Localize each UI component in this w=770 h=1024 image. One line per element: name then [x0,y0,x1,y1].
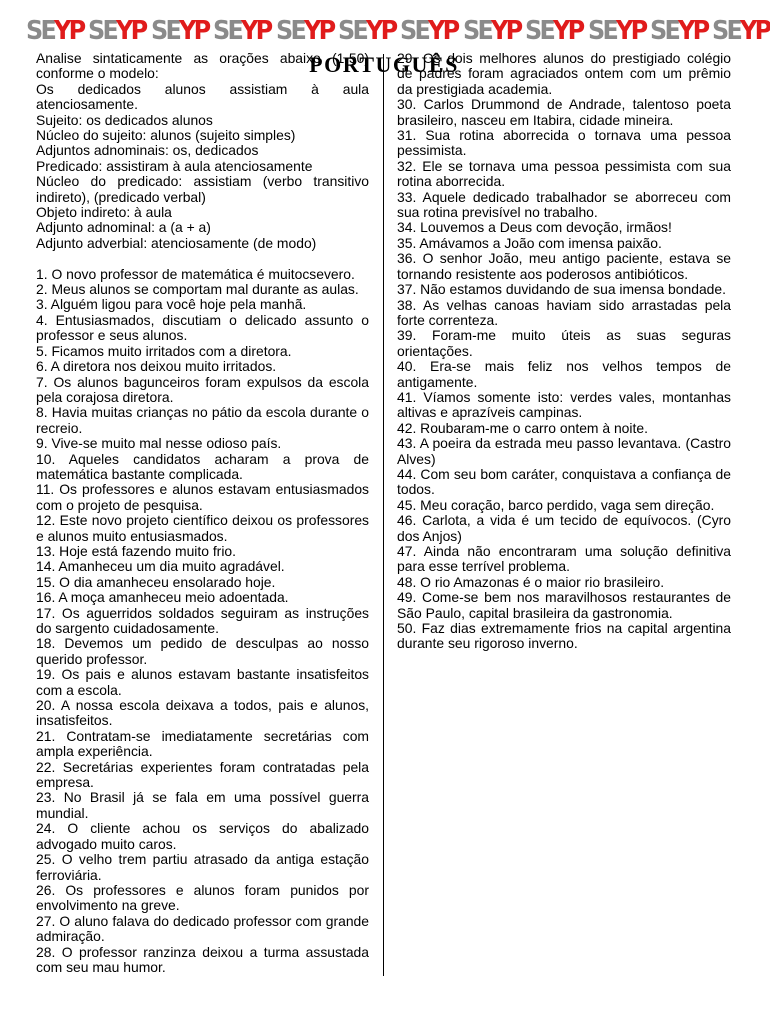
exercise-item: 25. O velho trem partiu atrasado da antiga estação ferroviária. [36,851,369,883]
paragraph-gap [36,251,369,266]
exercise-item: 44. Com seu bom caráter, conquistava a confiança de todos. [397,465,731,498]
exercise-item: 7. Os alunos bagunceiros foram expulsos da escola pela corajosa diretora. [36,373,369,405]
seyp-logo: SEYP [400,16,458,46]
seyp-logo: SEYP [649,16,708,46]
exercise-item: 10. Aqueles candidatos acharam a prova de matemática bastante complicada. [36,450,369,482]
exercise-item: 31. Sua rotina aborrecida o tornava uma pessoa pessimista. [397,127,731,159]
model-analysis-line: Núcleo do predicado: assistiam (verbo transitivo indireto), (predicado verbal) [36,173,369,205]
seyp-logo: SEYP [275,16,333,46]
left-column [36,51,369,975]
exercise-item: 29. Os dois melhores alunos do prestigiado colégio de padres foram agraciados ontem com um prêmio da prestigiada academia. [397,50,731,97]
exercise-item: 45. Meu coração, barco perdido, vaga sem direção. [397,496,715,513]
exercise-item: 46. Carlota, a vida é um tecido de equívocos. (Cyro dos Anjos) [397,512,731,544]
logo-banner [26,14,770,48]
exercise-item: 1. O novo professor de matemática é muitocsevero. [36,265,355,282]
exercise-item: 30. Carlos Drummond de Andrade, talentoso poeta brasileiro, nasceu em Itabira, cidade mineira. [397,96,731,128]
exercise-item: 47. Ainda não encontraram uma solução definitiva para esse terrível problema. [397,543,731,575]
exercise-item: 4. Entusiasmados, discutiam o delicado assunto o professor e seus alunos. [36,311,369,344]
seyp-logo: SEYP [525,16,583,46]
seyp-logo: SEYP [150,16,209,46]
seyp-logo: SEYP [462,16,521,46]
model-analysis-line: Núcleo do sujeito: alunos (sujeito simples) [36,127,296,144]
exercise-item: 32. Ele se tornava uma pessoa pessimista com sua rotina aborrecida. [397,157,731,190]
exercise-item: 36. O senhor João, meu antigo paciente, estava se tornando resistente aos poderosos antibióticos. [397,250,731,282]
model-analysis-line: Adjunto adverbial: atenciosamente (de modo) [36,234,317,251]
exercise-item: 43. A poeira da estrada meu passo levantava. (Castro Alves) [397,435,731,467]
exercise-item: 2. Meus alunos se comportam mal durante as aulas. [36,281,359,298]
model-analysis-line: Os dedicados alunos assistiam à aula atenciosamente. [36,80,369,113]
exercise-item: 14. Amanheceu um dia muito agradável. [36,558,285,575]
exercise-item: 41. Víamos somente isto: verdes vales, montanhas altivas e aprazíveis campinas. [397,388,731,421]
exercise-item: 40. Era-se mais feliz nos velhos tempos de antigamente. [397,358,731,390]
exercise-item: 6. A diretora nos deixou muito irritados. [36,358,277,375]
seyp-logo: SEYP [712,16,770,46]
exercise-item: 11. Os professores e alunos estavam entusiasmados com o projeto de pesquisa. [36,481,369,513]
exercise-item: 34. Louvemos a Deus com devoção, irmãos! [397,219,672,236]
exercise-item: 13. Hoje está fazendo muito frio. [36,542,236,559]
exercise-item: 49. Come-se bem nos maravilhosos restaurantes de São Paulo, capital brasileira da gastronomia. [397,589,731,621]
exercise-item: 23. No Brasil já se fala em uma possível guerra mundial. [36,789,369,821]
exercise-item: 21. Contratam-se imediatamente secretárias com ampla experiência. [36,727,369,760]
model-analysis-line: Predicado: assistiram à aula atenciosamente [36,157,313,174]
right-column [397,51,731,652]
exercise-item: 26. Os professores e alunos foram punidos por envolvimento na greve. [36,881,369,914]
model-analysis-line: Sujeito: os dedicados alunos [36,111,213,128]
page-title: PORTUGUÊS [309,52,459,77]
seyp-logo: SEYP [587,16,645,46]
exercise-item: 27. O aluno falava do dedicado professor com grande admiração. [36,912,369,945]
exercise-item: 50. Faz dias extremamente frios na capital argentina durante seu rigoroso inverno. [397,620,731,652]
exercise-item: 48. O rio Amazonas é o maior rio brasileiro. [397,573,665,590]
exercise-item: 3. Alguém ligou para você hoje pela manhã. [36,296,307,313]
seyp-logo: SEYP [213,16,271,46]
exercise-item: 42. Roubaram-me o carro ontem à noite. [397,419,648,436]
exercise-item: 8. Havia muitas crianças no pátio da escola durante o recreio. [36,404,369,436]
exercise-item: 19. Os pais e alunos estavam bastante insatisfeitos com a escola. [36,666,369,698]
exercise-item: 33. Aquele dedicado trabalhador se aborreceu com sua rotina previsível no trabalho. [397,188,731,221]
exercise-item: 5. Ficamos muito irritados com a diretora. [36,342,292,359]
exercise-item: 9. Vive-se muito mal nesse odioso país. [36,435,282,452]
exercise-item: 22. Secretárias experientes foram contratadas pela empresa. [36,758,369,791]
model-analysis-line: Adjuntos adnominais: os, dedicados [36,142,259,159]
exercise-item: 17. Os aguerridos soldados seguiram as instruções do sargento cuidadosamente. [36,604,369,637]
exercise-item: 38. As velhas canoas haviam sido arrastadas pela forte correnteza. [397,296,731,328]
instruction-text: Analise sintaticamente as orações abaixo (1-50) conforme o modelo: [36,50,369,82]
exercise-item: 35. Amávamos a João com imensa paixão. [397,234,662,251]
column-divider [383,54,384,976]
exercise-item: 24. O cliente achou os serviços do abalizado advogado muito caros. [36,820,369,852]
exercise-item: 18. Devemos um pedido de desculpas ao nosso querido professor. [36,635,369,667]
model-analysis-line: Adjunto adnominal: a (a + a) [36,219,211,236]
exercise-item: 20. A nossa escola deixava a todos, pais e alunos, insatisfeitos. [36,697,369,729]
model-analysis-line: Objeto indireto: à aula [36,204,172,221]
seyp-logo: SEYP [26,16,84,46]
exercise-item: 39. Foram-me muito úteis as suas seguras orientações. [397,327,731,359]
seyp-logo: SEYP [337,16,396,46]
exercise-item: 28. O professor ranzinza deixou a turma assustada com seu mau humor. [36,943,369,975]
exercise-item: 15. O dia amanheceu ensolarado hoje. [36,573,276,590]
seyp-logo: SEYP [88,16,146,46]
exercise-item: 16. A moça amanheceu meio adoentada. [36,589,289,606]
exercise-item: 12. Este novo projeto científico deixou os professores e alunos muito entusiasmados. [36,512,369,544]
exercise-item: 37. Não estamos duvidando de sua imensa bondade. [397,281,726,298]
